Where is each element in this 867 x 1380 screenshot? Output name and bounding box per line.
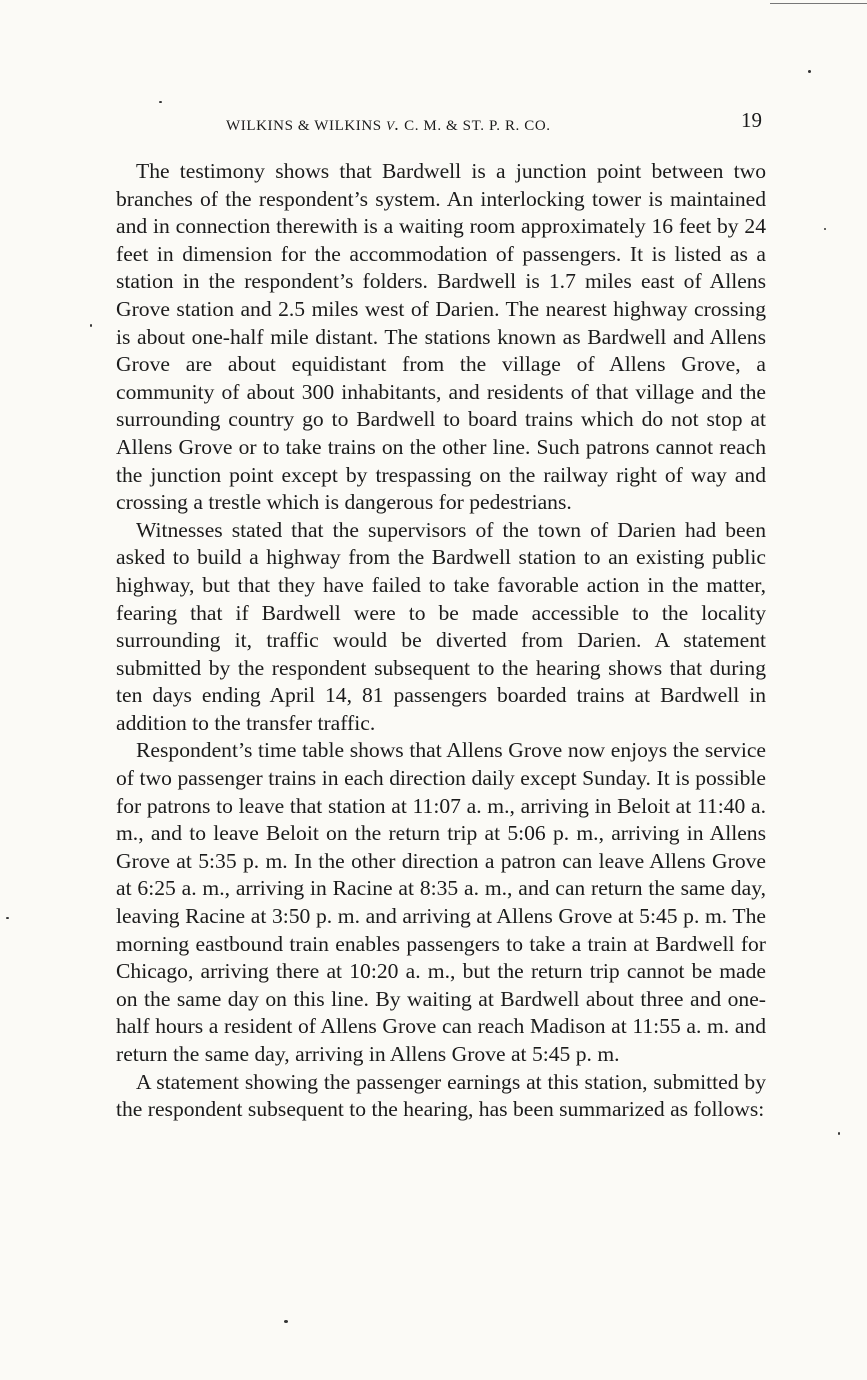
scan-speck	[90, 324, 92, 327]
scan-speck	[6, 917, 9, 919]
paragraph-time-table: Respondent’s time table shows that Allens Grove now enjoys the service of two passenger trains in each direction daily except Sunday. It is possible for patrons to leave that station at 11:07 a. m., arriving in Beloit at 11:40 a. m., and to leave Beloit on the return trip at 5:06 p. m., arriving in Allens Grove at 5:35 p. m. In the other direction a patron can leave Allens Grove at 6:25 a. m., arriving in Racine at 8:35 a. m., and can return the same day, leaving Racine at 3:50 p. m. and arriving at Allens Grove at 5:45 p. m. The morning eastbound train enables passengers to take a train at Bardwell for Chicago, arriving there at 10:20 a. m., but the return trip cannot be made on the same day on this line. By waiting at Bardwell about three and one-half hours a resident of Allens Grove can reach Madison at 11:55 a. m. and return the same day, arriving in Allens Grove at 5:45 p. m.	[116, 738, 766, 1066]
running-title-vs: v.	[386, 114, 400, 134]
scan-speck	[824, 228, 826, 230]
scan-speck	[159, 101, 162, 103]
scan-edge-rule	[770, 3, 867, 4]
page-number: 19	[741, 108, 762, 132]
body-text	[116, 158, 766, 1124]
scan-speck	[808, 70, 811, 73]
paragraph-bardwell-junction: The testimony shows that Bardwell is a junction point between two branches of the respondent’s system. An interlocking tower is maintained and in connection therewith is a waiting room approximately 16 feet by 24 feet in dimension for the accommodation of passengers. It is listed as a station in the respondent’s folders. Bardwell is 1.7 miles east of Allens Grove station and 2.5 miles west of Darien. The nearest highway crossing is about one-half mile distant. The stations known as Bardwell and Allens Grove are about equidistant from the village of Allens Grove, a community of about 300 inhabitants, and residents of that village and the surrounding country go to Bardwell to board trains which do not stop at Allens Grove or to take trains on the other line. Such patrons cannot reach the junction point except by trespassing on the railway right of way and crossing a trestle which is dangerous for pedestrians.	[116, 159, 766, 515]
paragraph-earnings-statement: A statement showing the passenger earnings at this station, submitted by the respondent subsequent to the hearing, has been summarized as follows:	[116, 1069, 766, 1122]
scan-speck	[284, 1320, 288, 1323]
paragraph-witnesses: Witnesses stated that the supervisors of the town of Darien had been asked to build a highway from the Bardwell station to an existing public highway, but that they have failed to take favorable action in the matter, fearing that if Bardwell were to be made accessible to the locality surrounding it, traffic would be diverted from Darien. A statement submitted by the respondent subsequent to the hearing shows that during ten days ending April 14, 81 passengers boarded trains at Bardwell in addition to the transfer traffic.	[116, 517, 766, 735]
running-title-left: WILKINS & WILKINS	[226, 118, 382, 134]
running-title-right: C. M. & ST. P. R. CO.	[404, 118, 551, 134]
running-head	[116, 108, 766, 136]
running-title	[226, 114, 551, 135]
scan-speck	[838, 1132, 840, 1135]
